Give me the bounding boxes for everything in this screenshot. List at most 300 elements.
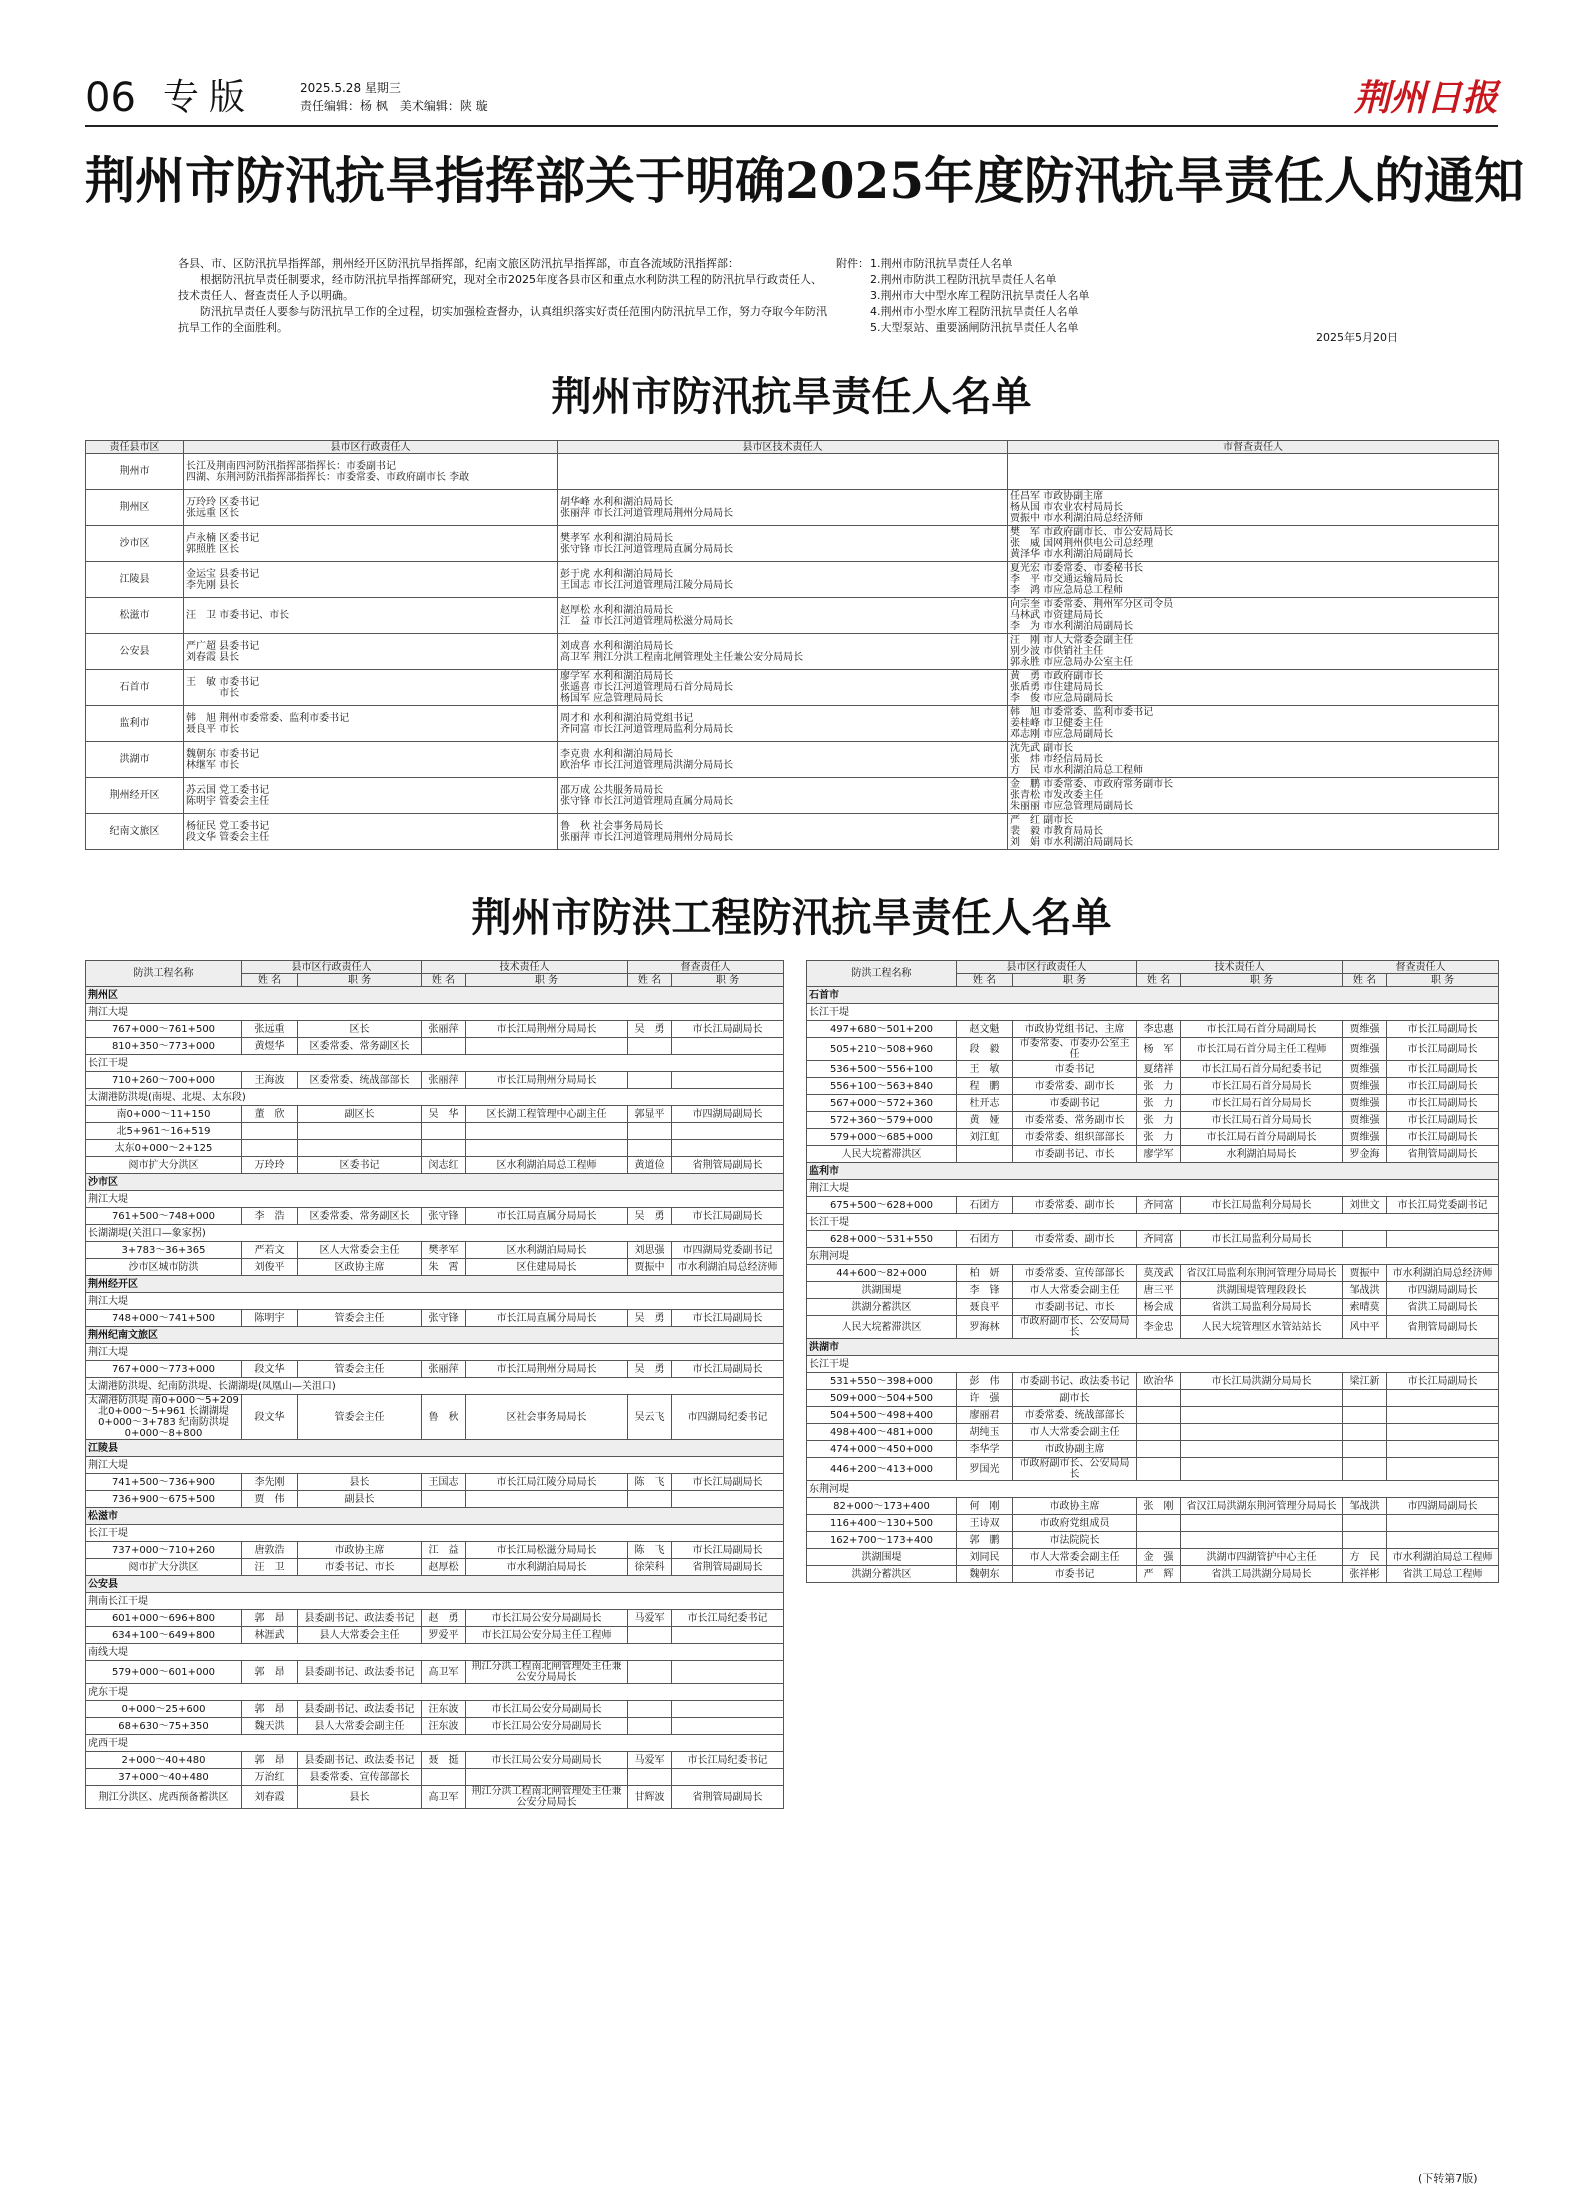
project-name: 505+210～508+960 — [807, 1038, 957, 1061]
admin-name: 刘同民 — [957, 1549, 1013, 1566]
admin-name: 胡纯玉 — [957, 1424, 1013, 1441]
sup-name — [628, 1140, 672, 1157]
person-line: 韩 旭 荆州市委常委、监利市委书记 — [186, 712, 350, 724]
person-line: 李 俊 市应急局副局长 — [1010, 693, 1114, 704]
project-header: 长江干堤 — [807, 1214, 1499, 1231]
sup-name — [628, 1123, 672, 1140]
tech-cell — [558, 778, 1008, 814]
project-name: 628+000～531+550 — [807, 1231, 957, 1248]
admin-cell — [184, 742, 558, 778]
admin-post: 管委会主任 — [298, 1310, 422, 1327]
project-name: 736+900～675+500 — [86, 1491, 242, 1508]
tech-name — [422, 1769, 466, 1786]
sup-post: 市水利湖泊局总经济师 — [672, 1259, 784, 1276]
tech-name: 李忠惠 — [1137, 1021, 1181, 1038]
table-row — [86, 1661, 784, 1684]
person-line: 杨从国 市农业农村局局长 — [1010, 502, 1124, 513]
admin-post: 市委副书记、市长 — [1013, 1146, 1137, 1163]
attachment-item: 3.荆州市大中型水库工程防汛抗旱责任人名单 — [870, 289, 1090, 302]
table-row — [86, 1208, 784, 1225]
person-line: 樊 军 市政府副市长、市公安局局长 — [1010, 527, 1174, 538]
project-header: 太湖港防洪堤、纪南防洪堤、长湖湖堤(凤凰山—关沮口) — [86, 1378, 784, 1395]
person-line: 沈先武 副市长 — [1010, 743, 1074, 754]
admin-name: 郭 鹏 — [957, 1532, 1013, 1549]
person-line: 郭照胜 区长 — [186, 543, 240, 555]
admin-post: 市委常委、市委办公室主任 — [1013, 1038, 1137, 1061]
project-name: 498+400～481+000 — [807, 1424, 957, 1441]
sup-name — [628, 1769, 672, 1786]
table-row — [807, 1532, 1499, 1549]
admin-post: 市委常委、组织部部长 — [1013, 1129, 1137, 1146]
tech-post: 水利湖泊局局长 — [1181, 1146, 1343, 1163]
project-header: 长湖湖堤(关沮口—象家拐) — [86, 1225, 784, 1242]
table-row — [86, 1327, 784, 1344]
intro-salutation: 各县、市、区防汛抗旱指挥部，荆州经开区防汛抗旱指挥部，纪南文旅区防汛抗旱指挥部，市直各流域防汛指挥部： — [178, 257, 739, 270]
table-row — [86, 1174, 784, 1191]
admin-name — [242, 1140, 298, 1157]
sup-post — [672, 1718, 784, 1735]
tech-name — [1137, 1424, 1181, 1441]
admin-name: 黄煜华 — [242, 1038, 298, 1055]
sup-name: 方 民 — [1343, 1549, 1387, 1566]
table-row — [807, 1197, 1499, 1214]
admin-name: 严若文 — [242, 1242, 298, 1259]
table-row — [86, 490, 1499, 526]
project-name: 509+000～504+500 — [807, 1390, 957, 1407]
admin-post: 副市长 — [1013, 1390, 1137, 1407]
person-line: 胡华峰 水利和湖泊局局长 — [560, 496, 674, 508]
table-row — [86, 1395, 784, 1440]
tech-name: 唐三平 — [1137, 1282, 1181, 1299]
col-sub-name: 姓 名 — [1343, 974, 1387, 987]
admin-name: 唐敦浩 — [242, 1542, 298, 1559]
person-line: 杨国军 应急管理局局长 — [560, 693, 664, 704]
admin-post: 市政府党组成员 — [1013, 1515, 1137, 1532]
person-line: 齐同富 市长江河道管理局监利分局局长 — [560, 723, 734, 735]
admin-post: 县委副书记、政法委书记 — [298, 1701, 422, 1718]
table-row — [807, 987, 1499, 1004]
sup-name: 吴 勇 — [628, 1361, 672, 1378]
tech-post: 市长江局直属分局局长 — [466, 1310, 628, 1327]
col-header-admin: 县市区行政责任人 — [242, 961, 422, 974]
table-row — [807, 1424, 1499, 1441]
table-row — [86, 1440, 784, 1457]
sup-name: 贾维强 — [1343, 1129, 1387, 1146]
admin-name: 王海波 — [242, 1072, 298, 1089]
sup-cell — [1008, 778, 1499, 814]
table-row — [86, 706, 1499, 742]
admin-name: 陈明宇 — [242, 1310, 298, 1327]
tech-post — [1181, 1458, 1343, 1481]
list2-title: 荆州市防洪工程防汛抗旱责任人名单 — [471, 894, 1112, 941]
person-line: 李 为 市水利湖泊局副局长 — [1010, 621, 1134, 632]
person-line: 韩 旭 市委常委、监利市委书记 — [1010, 707, 1154, 718]
sup-post: 省荆管局副局长 — [672, 1157, 784, 1174]
sup-cell — [1008, 634, 1499, 670]
sup-name: 郭显平 — [628, 1106, 672, 1123]
table-row — [86, 1491, 784, 1508]
person-line: 四湖、东荆河防汛指挥部指挥长：市委常委、市政府副市长 李敢 — [186, 471, 470, 483]
sup-name: 吴 勇 — [628, 1021, 672, 1038]
table-row — [86, 1718, 784, 1735]
tech-post: 市长江局公安分局副局长 — [466, 1718, 628, 1735]
table-row — [86, 1310, 784, 1327]
table-row — [86, 1089, 784, 1106]
sup-name — [628, 1718, 672, 1735]
tech-name — [1137, 1458, 1181, 1481]
sup-post — [672, 1701, 784, 1718]
person-line: 郭永胜 市应急局办公室主任 — [1010, 657, 1134, 668]
tech-name: 樊孝军 — [422, 1242, 466, 1259]
tech-cell — [558, 742, 1008, 778]
area-cell: 荆州经开区 — [86, 778, 184, 814]
table-row — [807, 1566, 1499, 1583]
section-name: 专版 — [163, 77, 256, 118]
newspaper-logo: 荆州日报 — [1353, 77, 1498, 119]
project-name: 阅市扩大分洪区 — [86, 1157, 242, 1174]
sup-post — [1387, 1441, 1499, 1458]
admin-cell — [184, 526, 558, 562]
table-row — [86, 454, 1499, 490]
admin-name: 李华学 — [957, 1441, 1013, 1458]
tech-name: 莫茂武 — [1137, 1265, 1181, 1282]
project-name: 737+000～710+260 — [86, 1542, 242, 1559]
issue-date: 2025.5.28 星期三 — [300, 81, 401, 95]
person-line: 张丽萍 市长江河道管理局荆州分局局长 — [560, 831, 734, 843]
sup-post — [1387, 1458, 1499, 1481]
group-header: 荆州区 — [86, 987, 784, 1004]
tech-post: 省洪工局洪湖分局局长 — [1181, 1566, 1343, 1583]
sup-name: 贾维强 — [1343, 1061, 1387, 1078]
tech-post: 洪湖围堤管理段段长 — [1181, 1282, 1343, 1299]
admin-post: 市委副书记、市长 — [1013, 1299, 1137, 1316]
admin-name: 石团方 — [957, 1197, 1013, 1214]
table-row — [807, 1549, 1499, 1566]
person-line: 李克贵 水利和湖泊局局长 — [560, 748, 674, 760]
project-header: 长江干堤 — [86, 1055, 784, 1072]
col-header-area: 责任县市区 — [86, 441, 184, 454]
table-row — [807, 1146, 1499, 1163]
person-line: 严广超 县委书记 — [186, 640, 260, 652]
tech-post — [466, 1491, 628, 1508]
table-row — [86, 778, 1499, 814]
admin-post: 市政协主席 — [298, 1542, 422, 1559]
table-row — [807, 1481, 1499, 1498]
tech-name: 欧治华 — [1137, 1373, 1181, 1390]
group-header: 石首市 — [807, 987, 1499, 1004]
tech-cell — [558, 634, 1008, 670]
sup-post: 市长江局纪委书记 — [672, 1610, 784, 1627]
sup-name: 贾维强 — [1343, 1095, 1387, 1112]
tech-name — [422, 1123, 466, 1140]
tech-name: 闵志红 — [422, 1157, 466, 1174]
table-row — [807, 1356, 1499, 1373]
tech-post: 市长江局公安分局副局长 — [466, 1701, 628, 1718]
col-header-admin: 县市区行政责任人 — [184, 441, 558, 454]
project-header: 荆江大堤 — [807, 1180, 1499, 1197]
table-row — [86, 1644, 784, 1661]
person-line: 廖学军 水利和湖泊局局长 — [560, 671, 674, 682]
person-line: 高卫军 荆江分洪工程南北闸管理处主任兼公安分局局长 — [560, 651, 804, 663]
admin-cell — [184, 454, 558, 490]
sup-cell — [1008, 562, 1499, 598]
attachment-list — [836, 256, 1398, 344]
col-sub-name: 姓 名 — [422, 974, 466, 987]
tech-post: 市长江局石首分局局长 — [1181, 1095, 1343, 1112]
table-row — [807, 1248, 1499, 1265]
admin-cell — [184, 490, 558, 526]
table-row — [807, 1441, 1499, 1458]
sup-post: 省洪工局副局长 — [1387, 1299, 1499, 1316]
responsible-person-table — [85, 440, 1499, 850]
tech-name: 金 强 — [1137, 1549, 1181, 1566]
admin-name: 刘春霞 — [242, 1786, 298, 1809]
project-name: 洪湖围堤 — [807, 1282, 957, 1299]
person-line: 任昌军 市政协副主席 — [1010, 491, 1104, 502]
sup-name — [628, 1491, 672, 1508]
project-header: 南线大堤 — [86, 1644, 784, 1661]
tech-cell — [558, 526, 1008, 562]
table-row — [807, 1515, 1499, 1532]
person-line: 张盾勇 市住建局局长 — [1010, 682, 1104, 693]
table-row — [807, 1021, 1499, 1038]
table-row — [86, 1361, 784, 1378]
admin-post: 市政协副主席 — [1013, 1441, 1137, 1458]
project-name: 446+200～413+000 — [807, 1458, 957, 1481]
table-row — [807, 1163, 1499, 1180]
intro-paragraph-2: 防汛抗旱责任人要参与防汛抗旱工作的全过程，切实加强检查督办，认真组织落实好责任范围内防汛抗旱工作，努力夺取今年防汛抗旱工作的全面胜利。 — [178, 305, 827, 334]
project-name: 536+500～556+100 — [807, 1061, 957, 1078]
person-line: 向宗奎 市委常委、荆州军分区司令员 — [1010, 599, 1174, 610]
project-name: 37+000～40+480 — [86, 1769, 242, 1786]
admin-post: 管委会主任 — [298, 1395, 422, 1440]
sup-post — [1387, 1532, 1499, 1549]
attachment-item: 1.荆州市防汛抗旱责任人名单 — [870, 257, 1013, 270]
project-name: 474+000～450+000 — [807, 1441, 957, 1458]
table-row — [807, 1339, 1499, 1356]
attachment-item: 2.荆州市防洪工程防汛抗旱责任人名单 — [870, 273, 1057, 286]
sup-post: 市长江局纪委书记 — [672, 1752, 784, 1769]
admin-name: 林涯武 — [242, 1627, 298, 1644]
table-row — [86, 1021, 784, 1038]
project-header: 东荆河堤 — [807, 1481, 1499, 1498]
project-header: 虎东干堤 — [86, 1684, 784, 1701]
person-line: 张守锋 市长江河道管理局直属分局局长 — [560, 795, 734, 807]
project-name: 82+000～173+400 — [807, 1498, 957, 1515]
tech-post: 荆江分洪工程南北闸管理处主任兼公安分局局长 — [466, 1661, 628, 1684]
admin-post: 市委常委、宣传部部长 — [1013, 1265, 1137, 1282]
project-name: 497+680～501+200 — [807, 1021, 957, 1038]
sup-name: 风中平 — [1343, 1316, 1387, 1339]
area-cell: 江陵县 — [86, 562, 184, 598]
tech-name: 夏绪祥 — [1137, 1061, 1181, 1078]
person-line: 夏光宏 市委常委、市委秘书长 — [1010, 563, 1144, 574]
flood-project-table-right — [806, 960, 1499, 1583]
project-name: 44+600～82+000 — [807, 1265, 957, 1282]
admin-post: 区政协主席 — [298, 1259, 422, 1276]
group-header: 荆州经开区 — [86, 1276, 784, 1293]
tech-name: 李金忠 — [1137, 1316, 1181, 1339]
admin-post: 市委副书记 — [1013, 1095, 1137, 1112]
tech-cell — [558, 598, 1008, 634]
sup-name — [1343, 1424, 1387, 1441]
sup-post: 市长江局副局长 — [672, 1474, 784, 1491]
person-line: 赵厚松 水利和湖泊局局长 — [560, 604, 674, 616]
sup-post: 市长江局副局长 — [1387, 1061, 1499, 1078]
person-line: 方 民 市水利湖泊局总工程师 — [1010, 765, 1144, 776]
tech-post: 人民大垸管理区水管站站长 — [1181, 1316, 1343, 1339]
person-line: 苏云国 党工委书记 — [186, 784, 270, 796]
admin-post: 区委常委、常务副区长 — [298, 1038, 422, 1055]
admin-name: 石团方 — [957, 1231, 1013, 1248]
table-row — [86, 1752, 784, 1769]
table-row — [807, 1078, 1499, 1095]
project-name: 南0+000～11+150 — [86, 1106, 242, 1123]
person-line: 陈明宇 管委会主任 — [186, 795, 270, 807]
admin-cell — [184, 814, 558, 850]
admin-name: 何 刚 — [957, 1498, 1013, 1515]
project-name: 556+100～563+840 — [807, 1078, 957, 1095]
admin-name — [957, 1146, 1013, 1163]
admin-name: 罗国光 — [957, 1458, 1013, 1481]
admin-name: 刘江虹 — [957, 1129, 1013, 1146]
admin-name: 段文华 — [242, 1395, 298, 1440]
table-row — [807, 1180, 1499, 1197]
project-name: 太湖港防洪堤 南0+000～5+209 北0+000～5+961 长湖湖堤 0+000～3+783 纪南防洪堤 0+000～8+800 — [86, 1395, 242, 1440]
group-header: 洪湖市 — [807, 1339, 1499, 1356]
person-line: 长江及荆南四河防汛指挥部指挥长：市委副书记 — [186, 460, 396, 472]
notice-intro — [178, 256, 828, 336]
project-name: 北5+961～16+519 — [86, 1123, 242, 1140]
table-row — [86, 814, 1499, 850]
sup-post: 省荆管局副局长 — [672, 1559, 784, 1576]
person-line: 金 鹏 市委常委、市政府常务副市长 — [1010, 779, 1174, 790]
sup-name — [1343, 1390, 1387, 1407]
admin-name: 彭 伟 — [957, 1373, 1013, 1390]
editor-credits: 责任编辑：杨 枫 美术编辑：陕 璇 — [300, 99, 488, 113]
area-cell: 公安县 — [86, 634, 184, 670]
continuation-note: (下转第7版) — [1418, 2172, 1478, 2185]
tech-post: 市长江局监利分局局长 — [1181, 1231, 1343, 1248]
admin-post: 区委书记 — [298, 1157, 422, 1174]
project-name: 579+000～601+000 — [86, 1661, 242, 1684]
person-line: 彭于虎 水利和湖泊局局长 — [560, 568, 674, 580]
admin-name: 张远重 — [242, 1021, 298, 1038]
sup-name — [1343, 1441, 1387, 1458]
admin-post: 市政府副市长、公安局局长 — [1013, 1316, 1137, 1339]
sup-name: 吴 勇 — [628, 1208, 672, 1225]
tech-post: 市长江局直属分局局长 — [466, 1208, 628, 1225]
sup-post: 市长江局党委副书记 — [1387, 1197, 1499, 1214]
tech-post: 荆江分洪工程南北闸管理处主任兼公安分局局长 — [466, 1786, 628, 1809]
sup-post — [672, 1140, 784, 1157]
group-header: 荆州纪南文旅区 — [86, 1327, 784, 1344]
person-line: 张青松 市发改委主任 — [1010, 790, 1104, 801]
project-name: 人民大垸蓄滞洪区 — [807, 1146, 957, 1163]
sup-cell — [1008, 490, 1499, 526]
tech-cell — [558, 670, 1008, 706]
project-name: 504+500～498+400 — [807, 1407, 957, 1424]
person-line: 邓志刚 市应急局副局长 — [1010, 729, 1114, 740]
admin-name: 郭 昂 — [242, 1661, 298, 1684]
tech-name: 杨会成 — [1137, 1299, 1181, 1316]
admin-post: 市法院院长 — [1013, 1532, 1137, 1549]
project-name: 810+350～773+000 — [86, 1038, 242, 1055]
admin-cell — [184, 706, 558, 742]
sup-post: 省洪工局总工程师 — [1387, 1566, 1499, 1583]
admin-post: 县委常委、宣传部部长 — [298, 1769, 422, 1786]
project-header: 荆江大堤 — [86, 1004, 784, 1021]
person-line: 鲁 秋 社会事务局局长 — [560, 820, 664, 832]
table-row — [86, 1123, 784, 1140]
tech-post: 省汉江局监利东荆河管理分局局长 — [1181, 1265, 1343, 1282]
tech-post: 区住建局局长 — [466, 1259, 628, 1276]
admin-name: 魏朝东 — [957, 1566, 1013, 1583]
person-line: 黄 勇 市政府副市长 — [1010, 671, 1104, 682]
admin-post: 县长 — [298, 1786, 422, 1809]
sup-post — [1387, 1407, 1499, 1424]
sup-post — [672, 1491, 784, 1508]
admin-post: 副县长 — [298, 1491, 422, 1508]
tech-post: 区长湖工程管理中心副主任 — [466, 1106, 628, 1123]
table-row — [86, 1276, 784, 1293]
project-name: 748+000～741+500 — [86, 1310, 242, 1327]
project-name: 601+000～696+800 — [86, 1610, 242, 1627]
tech-cell — [558, 454, 1008, 490]
tech-post: 市长江局石首分局副局长 — [1181, 1129, 1343, 1146]
tech-name: 齐同富 — [1137, 1231, 1181, 1248]
person-line: 贾振中 市水利湖泊局总经济师 — [1010, 513, 1144, 524]
tech-post: 区水利湖泊局总工程师 — [466, 1157, 628, 1174]
person-line: 聂良平 市长 — [186, 723, 240, 735]
attachment-label: 附件： — [836, 257, 869, 270]
admin-name: 段 毅 — [957, 1038, 1013, 1061]
tech-name: 王国志 — [422, 1474, 466, 1491]
table-row — [807, 1498, 1499, 1515]
tech-name: 齐同富 — [1137, 1197, 1181, 1214]
tech-post: 市长江局石首分局局长 — [1181, 1112, 1343, 1129]
sup-name: 贾振中 — [1343, 1265, 1387, 1282]
person-line: 王 敏 市委书记 — [186, 676, 260, 688]
project-name: 710+260～700+000 — [86, 1072, 242, 1089]
project-name: 116+400～130+500 — [807, 1515, 957, 1532]
table-row — [807, 1038, 1499, 1061]
project-header: 东荆河堤 — [807, 1248, 1499, 1265]
admin-name: 万治红 — [242, 1769, 298, 1786]
project-name: 沙市区城市防洪 — [86, 1259, 242, 1276]
sup-name — [1343, 1458, 1387, 1481]
sup-post: 市长江局副局长 — [1387, 1038, 1499, 1061]
table-row — [86, 1191, 784, 1208]
admin-post: 市委常委、副市长 — [1013, 1078, 1137, 1095]
tech-post: 市长江局松滋分局局长 — [466, 1542, 628, 1559]
admin-post: 市人大常委会副主任 — [1013, 1424, 1137, 1441]
attachment-item: 5.大型泵站、重要涵闸防汛抗旱责任人名单 — [870, 321, 1079, 334]
tech-name: 高卫军 — [422, 1661, 466, 1684]
tech-cell — [558, 814, 1008, 850]
admin-post: 市人大常委会副主任 — [1013, 1282, 1137, 1299]
person-line: 杨征民 党工委书记 — [186, 820, 270, 832]
tech-name: 江 益 — [422, 1542, 466, 1559]
person-line: 汪 刚 市人大常委会副主任 — [1010, 635, 1134, 646]
admin-name: 柏 妍 — [957, 1265, 1013, 1282]
col-header-supervisor: 督查责任人 — [628, 961, 784, 974]
table-row — [86, 670, 1499, 706]
table-row — [86, 1004, 784, 1021]
person-line: 李先刚 县长 — [186, 579, 240, 591]
sup-post — [672, 1038, 784, 1055]
table-row — [86, 1627, 784, 1644]
